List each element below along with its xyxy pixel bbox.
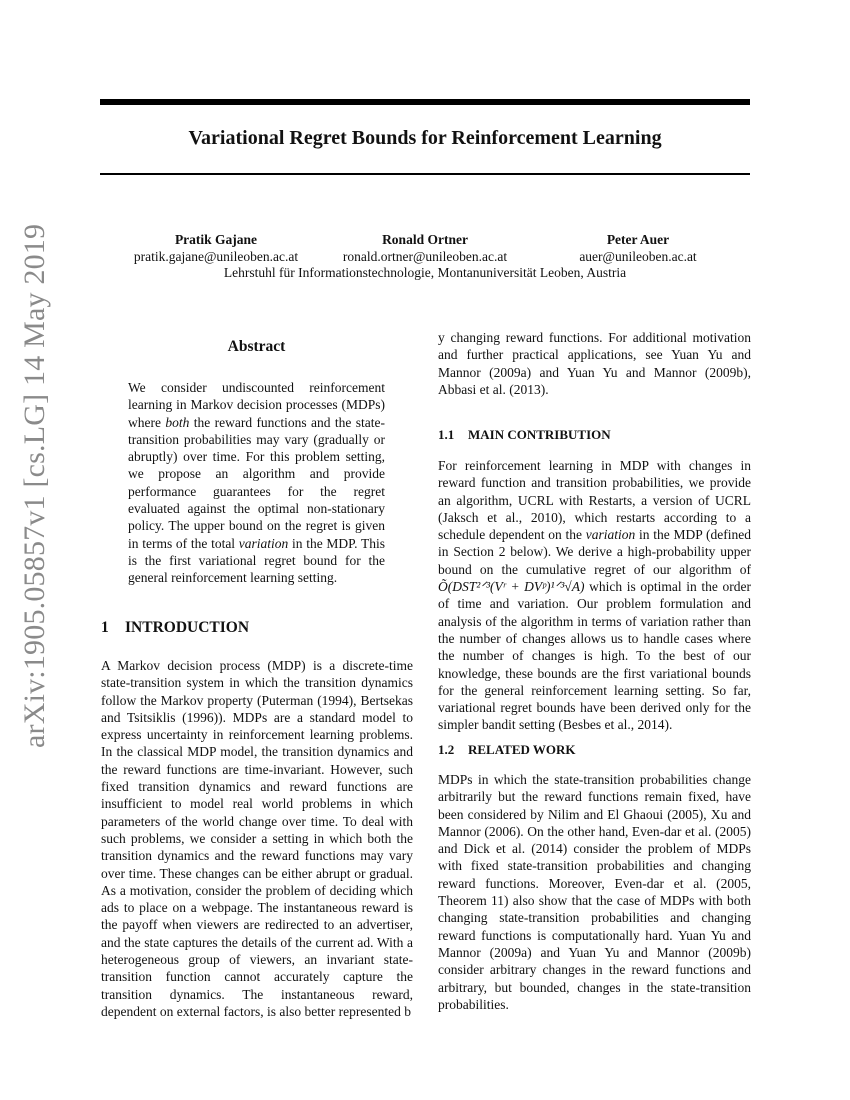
title-rule-top	[100, 99, 750, 105]
author-block	[305, 231, 545, 265]
author-email: auer@unileoben.ac.at	[579, 249, 697, 264]
emphasis: both	[165, 414, 190, 430]
section-heading-introduction: 1 INTRODUCTION	[101, 619, 250, 636]
author-block	[96, 231, 336, 265]
regret-bound-formula: Õ(DST²ᐟ³(Vʳ + DVᵖ)¹ᐟ³√A)	[438, 579, 585, 595]
introduction-paragraph-continued: y changing reward functions. For additional motivation and further practical applications, see Yuan Yu and Mannor (2009a) and Yuan Yu and Mannor (2009b), Abbasi et al. (2013).	[438, 330, 751, 397]
abstract-heading: Abstract	[227, 338, 286, 355]
subsection-heading-related-work: 1.2 RELATED WORK	[438, 742, 576, 757]
author-name: Peter Auer	[606, 232, 670, 247]
author-email: pratik.gajane@unileoben.ac.at	[133, 249, 299, 264]
emphasis: variation	[585, 527, 636, 543]
author-name: Ronald Ortner	[382, 232, 468, 247]
author-block	[518, 231, 758, 265]
author-name: Pratik Gajane	[174, 232, 258, 247]
author-email: ronald.ortner@unileoben.ac.at	[342, 249, 508, 264]
affiliation: Lehrstuhl für Informationstechnologie, Montanuniversität Leoben, Austria	[223, 265, 627, 280]
arxiv-identifier: arXiv:1905.05857v1 [cs.LG] 14 May 2019	[18, 223, 51, 748]
emphasis: variation	[238, 535, 289, 551]
subsection-heading-main-contribution: 1.1 MAIN CONTRIBUTION	[438, 427, 611, 442]
introduction-paragraph: A Markov decision process (MDP) is a discrete-time state-transition system in which the transition dynamics follow the Markov property (Puterman (1994), Bertsekas and Tsitsiklis (1996)). MDPs are a standard model to express uncertainty in reinforcement learning problems. In the classical MDP model, the transition dynamics and the reward functions are time-invariant. However, such fixed transition dynamics and reward functions are insufficient to model real world problems in which parameters of the world change over time. To deal with such problems, we consider a setting in which both the transition dynamics and the reward functions may vary over time. These changes can be either abrupt or gradual. As a motivation, consider the problem of deciding which ads to place on a webpage. The instantaneous reward is the payoff when viewers are redirected to an advertiser, and the state captures the details of the current ad. With a heterogeneous group of viewers, an invariant state-transition function cannot accurately capture the transition dynamics. The instantaneous reward, dependent on external factors, is also better represented b	[101, 658, 413, 1019]
title-rule-bottom	[100, 173, 750, 175]
paper-title: Variational Regret Bounds for Reinforcement Learning	[188, 127, 662, 149]
related-work-paragraph: MDPs in which the state-transition probabilities change arbitrarily but the reward functions remain fixed, have been considered by Nilim and El Ghaoui (2005), Xu and Mannor (2006). On the other hand, Even-dar et al. (2005) and Dick et al. (2014) consider the problem of MDPs with fixed state-transition probabilities and changing reward functions. Moreover, Even-dar et al. (2005, Theorem 11) also show that the case of MDPs with both changing state-transition probabilities and changing reward functions is computationally hard. Yuan Yu and Mannor (2009a) and Yuan Yu and Mannor (2009b) consider arbitrary changes in the reward functions and arbitrary, but bounded, changes in the state-transition probabilities.	[438, 772, 751, 1012]
abstract-text: We consider undiscounted reinforcement learning in Markov decision processes (MDPs) where both the reward functions and the state-transition probabilities may vary (gradually or abruptly) over time. For this problem setting, we propose an algorithm and provide performance guarantees for the regret evaluated against the optimal non-stationary policy. The upper bound on the regret is given in terms of the total variation in the MDP. This is the first variational regret bound for the general reinforcement learning setting.	[128, 380, 386, 586]
main-contribution-paragraph: For reinforcement learning in MDP with changes in reward function and transition probabilities, we provide an algorithm, UCRL with Restarts, a version of UCRL (Jaksch et al., 2010), which restarts according to a schedule dependent on the variation in the MDP (defined in Section 2 below). We derive a high-probability upper bound on the cumulative regret of our algorithm of Õ(DST²ᐟ³(Vʳ + DVᵖ)¹ᐟ³√A) which is optimal in the order of time and variation. Our problem formulation and analysis of the algorithm in terms of variation rather than the number of changes allows us to handle cases where the number of changes is high. To the best of our knowledge, these bounds are the first variational bounds for the general reinforcement learning setting. So far, variational regret bounds have been derived only for the simpler bandit setting (Besbes et al., 2014).	[438, 458, 752, 733]
